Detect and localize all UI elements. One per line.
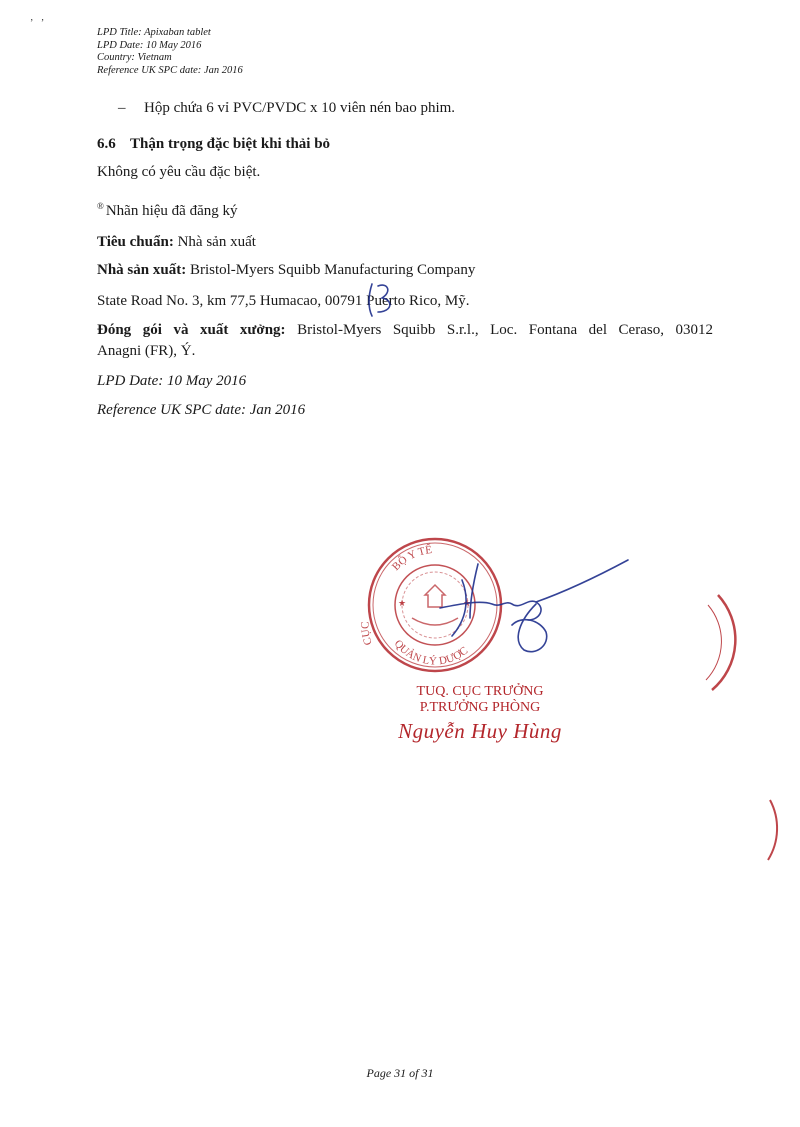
manufacturer-label: Nhà sản xuất:	[97, 262, 187, 278]
no-special-requirements: Không có yêu cầu đặc biệt.	[97, 164, 261, 180]
section-title: Thận trọng đặc biệt khi thải bỏ	[130, 136, 331, 152]
header-date: LPD Date: 10 May 2016	[97, 39, 202, 51]
section-number: 6.6	[97, 136, 116, 152]
address-initials	[369, 284, 390, 316]
header-reference: Reference UK SPC date: Jan 2016	[97, 64, 243, 76]
standard-label: Tiêu chuẩn:	[97, 234, 174, 250]
official-seal	[369, 539, 501, 671]
trademark-text: Nhãn hiệu đã đăng ký	[105, 203, 238, 219]
reference-date: Reference UK SPC date: Jan 2016	[97, 402, 306, 418]
seal-ring-top: BỘ Y TẾ	[389, 544, 433, 574]
packaging-value: Bristol-Myers Squibb S.r.l., Loc. Fontana del Ceraso, 03012	[297, 322, 713, 338]
packaging-line-cont: Anagni (FR), Ý.	[97, 343, 196, 359]
seal-ring-left: CỤC	[359, 621, 375, 647]
header-title: LPD Title: Apixaban tablet	[97, 27, 211, 38]
registered-mark: ®	[97, 201, 104, 211]
authority-line-2: P.TRƯỞNG PHÒNG	[419, 700, 541, 715]
scan-specks: ʼ ʼ	[30, 18, 45, 29]
packaging-item-text: Hộp chứa 6 vỉ PVC/PVDC x 10 viên nén bao phim.	[144, 100, 456, 116]
seal-star-right: ★	[463, 598, 472, 608]
manufacturer-address: State Road No. 3, km 77,5 Humacao, 00791 Puerto Rico, Mỹ.	[97, 293, 470, 309]
signatory-name: Nguyễn Huy Hùng	[398, 719, 562, 743]
authority-signature-block	[380, 684, 580, 744]
manufacturer-value: Bristol-Myers Squibb Manufacturing Company	[189, 262, 476, 278]
packaging-label: Đóng gói và xuất xưởng:	[97, 322, 286, 338]
partial-seal-right	[706, 595, 777, 860]
dash-bullet: –	[118, 100, 126, 116]
standard-value: Nhà sản xuất	[177, 234, 256, 250]
page-number: Page 31 of 31	[366, 1066, 434, 1080]
authority-line-1: TUQ. CỤC TRƯỞNG	[416, 684, 544, 699]
seal-ring-bottom: QUẢN LÝ DƯỢC	[391, 637, 471, 668]
seal-star-left: ★	[398, 598, 407, 608]
header-country: Country: Vietnam	[97, 52, 172, 63]
lpd-date: LPD Date: 10 May 2016	[97, 373, 247, 389]
